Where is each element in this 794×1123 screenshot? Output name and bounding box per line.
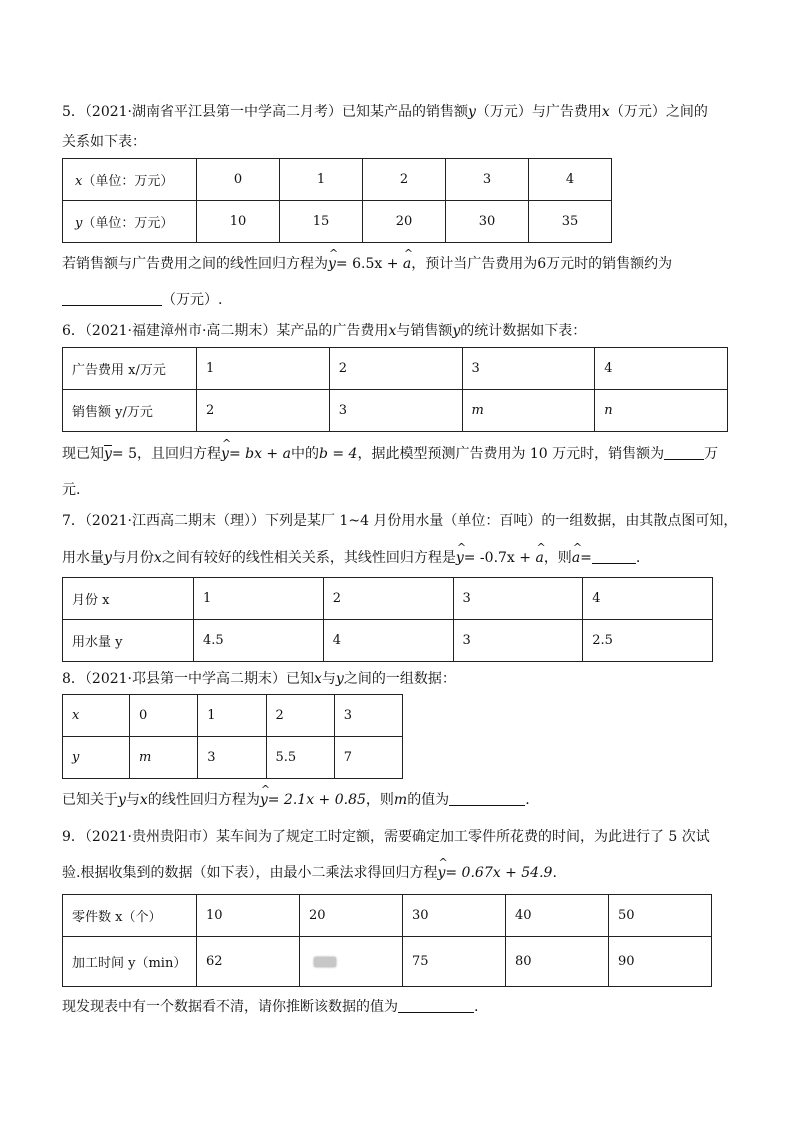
var-y: y xyxy=(468,104,476,120)
table-cell: 30 xyxy=(403,895,506,937)
table-cell: m xyxy=(462,390,595,432)
table-cell: 3 xyxy=(446,159,529,201)
table-row xyxy=(63,390,728,432)
table-cell: 62 xyxy=(197,937,300,987)
q5-table xyxy=(62,158,612,243)
row-label: 销售额 y/万元 xyxy=(63,390,197,432)
table-cell: 1 xyxy=(280,159,363,201)
row-label: y（单位：万元） xyxy=(63,201,197,243)
table-cell: 4 xyxy=(323,620,453,662)
table-cell: 20 xyxy=(300,895,403,937)
table-cell: 40 xyxy=(506,895,609,937)
row-label: 用水量 y xyxy=(63,620,194,662)
table-cell: n xyxy=(595,390,728,432)
row-label: y xyxy=(63,737,130,779)
q5-line2: 关系如下表： xyxy=(62,134,146,150)
table-cell: 2 xyxy=(323,578,453,620)
q9-after1: 现发现表中有一个数据看不清，请你推断该数据的值为 . xyxy=(62,999,479,1015)
table-row xyxy=(63,937,712,987)
table-cell: 10 xyxy=(197,895,300,937)
q5-after1: 若销售额与广告费用之间的线性回归方程为^ y= 6.5x + ^ a，预计当广告费用为6万元时的销售额约为 xyxy=(62,254,672,274)
answer-blank xyxy=(398,998,474,1013)
table-cell: 2.5 xyxy=(583,620,713,662)
row-label: 零件数 x（个） xyxy=(63,895,197,937)
q9-table xyxy=(62,894,712,987)
table-row xyxy=(63,348,728,390)
q6-line1: 6．（2021·福建漳州市·高二期末）某产品的广告费用x与销售额y的统计数据如下表： xyxy=(62,323,587,339)
q8-table xyxy=(62,694,403,779)
table-cell: 80 xyxy=(506,937,609,987)
table-cell: 30 xyxy=(446,201,529,243)
table-cell: 2 xyxy=(329,348,462,390)
row-label: x（单位：万元） xyxy=(63,159,197,201)
table-row xyxy=(63,620,713,662)
table-cell: 75 xyxy=(403,937,506,987)
q7-table xyxy=(62,577,713,662)
table-cell: 3 xyxy=(198,737,266,779)
smudge-icon xyxy=(314,957,336,967)
table-row xyxy=(63,201,612,243)
table-cell: 3 xyxy=(334,695,402,737)
a-hat: ^ a xyxy=(403,254,411,274)
q9-line1: 9．（2021·贵州贵阳市）某车间为了规定工时定额，需要确定加工零件所花费的时间，为此进行了 5 次试 xyxy=(62,829,710,845)
table-cell: 3 xyxy=(329,390,462,432)
table-cell: 2 xyxy=(363,159,446,201)
q8-after1: 已知关于y与x的线性回归方程为^ y= 2.1x + 0.85，则m的值为 . xyxy=(62,790,530,810)
var-x: x xyxy=(601,104,610,120)
table-cell: 3 xyxy=(453,620,583,662)
table-cell: 1 xyxy=(197,348,330,390)
table-cell: 4 xyxy=(529,159,612,201)
table-cell: 4 xyxy=(583,578,713,620)
q5-after2: （万元）. xyxy=(62,290,222,310)
table-cell: 5.5 xyxy=(266,737,334,779)
table-cell: 0 xyxy=(130,695,198,737)
table-cell: 35 xyxy=(529,201,612,243)
table-cell: 4.5 xyxy=(194,620,324,662)
table-cell: 2 xyxy=(266,695,334,737)
table-row xyxy=(63,737,403,779)
table-row xyxy=(63,159,612,201)
illegible-cell xyxy=(300,937,403,987)
table-cell: m xyxy=(130,737,198,779)
table-cell: 3 xyxy=(453,578,583,620)
answer-blank xyxy=(664,445,704,460)
q6-after1: 现已知$\overline{y}= 5$，且回归方程^ y= bx + a中的b = 4，据此模型预测广告费用为 10 万元时，销售额为 万 xyxy=(62,444,718,464)
row-label: x xyxy=(63,695,130,737)
table-cell: 1 xyxy=(194,578,324,620)
q6-table xyxy=(62,347,728,432)
q8-line1: 8．（2021·邛县第一中学高二期末）已知x与y之间的一组数据： xyxy=(62,671,456,687)
table-cell: 3 xyxy=(462,348,595,390)
table-cell: 4 xyxy=(595,348,728,390)
table-row xyxy=(63,695,403,737)
table-row xyxy=(63,895,712,937)
table-cell: 15 xyxy=(280,201,363,243)
answer-blank xyxy=(62,291,162,306)
answer-blank xyxy=(449,791,525,806)
table-cell: 2 xyxy=(197,390,330,432)
table-cell: 50 xyxy=(609,895,712,937)
y-hat: ^ y xyxy=(328,254,336,274)
answer-blank xyxy=(592,549,636,564)
table-cell: 1 xyxy=(198,695,266,737)
table-cell: 0 xyxy=(197,159,280,201)
q7-line2: 用水量y与月份x之间有较好的线性相关关系，其线性回归方程是^ y= -0.7x + ^ a，则^ a= . xyxy=(62,548,640,568)
table-cell: 10 xyxy=(197,201,280,243)
row-label: 加工时间 y（min） xyxy=(63,937,197,987)
table-row xyxy=(63,578,713,620)
row-label: 广告费用 x/万元 xyxy=(63,348,197,390)
q7-line1: 7．（2021·江西高二期末（理））下列是某厂 1~4 月份用水量（单位：百吨）的一组数据，由其散点图可知， xyxy=(62,513,738,529)
row-label: 月份 x xyxy=(63,578,194,620)
q9-line2: 验.根据收集到的数据（如下表），由最小二乘法求得回归方程^ y= 0.67x + 54.9. xyxy=(62,863,557,883)
table-cell: 20 xyxy=(363,201,446,243)
q5-line1: 5．（2021·湖南省平江县第一中学高二月考）已知某产品的销售额y（万元）与广告费用x（万元）之间的 xyxy=(62,104,708,120)
q6-after2: 元. xyxy=(62,482,81,498)
table-cell: 7 xyxy=(334,737,402,779)
table-cell: 90 xyxy=(609,937,712,987)
